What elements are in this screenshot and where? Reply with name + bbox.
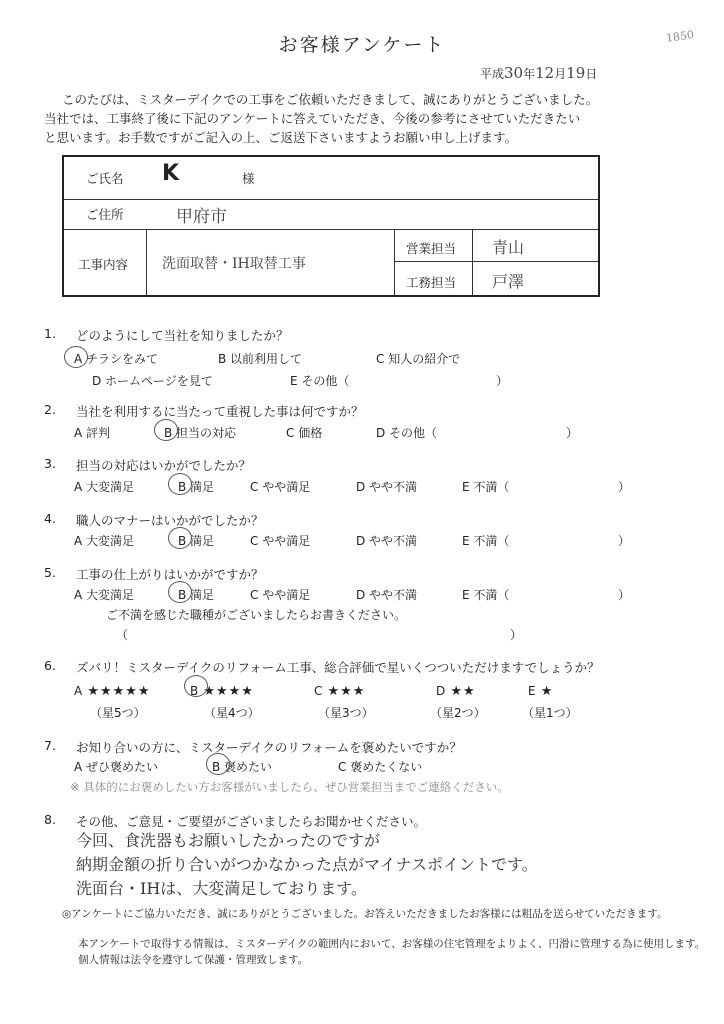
date-year: 30 — [504, 64, 524, 82]
q6-option-a-letter: A — [74, 684, 83, 698]
footer-thanks: ◎アンケートにご協力いただき、誠にありがとうございました。お答えいただきましたお客様には粗品を送らせていただきます。 — [62, 908, 668, 920]
q4-number: 4. — [44, 511, 56, 526]
survey-date: 平成30年12月19日 — [480, 64, 598, 82]
date-day: 19 — [566, 64, 586, 82]
q1-option-b[interactable]: B 以前利用して — [218, 352, 303, 366]
handwritten-corner-note: 1850 — [665, 28, 695, 45]
customer-info-table — [62, 155, 600, 297]
q3-option-b[interactable]: B 満足 — [178, 480, 215, 494]
intro-line-3: と思います。お手数ですがご記入の上、ご返送下さいますようお願い申し上げます。 — [44, 130, 518, 145]
intro-line-2: 当社では、工事終了後に下記のアンケートに答えていただき、今後の参考にさせていただきたい — [44, 111, 581, 126]
q3-text: 担当の対応はいかがでしたか？ — [76, 458, 252, 473]
q6-option-e-letter: E — [528, 684, 536, 698]
table-divider — [394, 229, 395, 295]
q6-option-c-stars: ★★★ — [327, 684, 366, 699]
q6-option-b-caption: （星4つ） — [204, 706, 260, 720]
q2-option-d-close: ） — [566, 426, 579, 440]
intro-line-1: このたびは、ミスターデイクでの工事をご依頼いただきまして、誠にありがとうございました。 — [62, 92, 599, 107]
q5-option-e-close: ） — [618, 588, 631, 602]
address-value: 甲府市 — [176, 207, 227, 227]
q4-option-b[interactable]: B 満足 — [178, 534, 215, 548]
construction-label: 工務担当 — [406, 275, 457, 290]
q4-option-d[interactable]: D やや不満 — [356, 534, 418, 548]
table-divider — [64, 199, 598, 200]
q4-answer-circle — [168, 527, 192, 549]
q6-option-b-stars: ★★★★ — [203, 684, 254, 699]
q2-option-c[interactable]: C 価格 — [286, 426, 323, 440]
q6-answer-circle — [184, 675, 208, 697]
q8-comment-line-3: 洗面台・IHは、大変満足しております。 — [76, 879, 367, 898]
q6-text: ズバリ！ミスターデイクのリフォーム工事、総合評価で星いくつついただけますでしょうか？ — [76, 660, 600, 675]
q5-text: 工事の仕上がりはいかがですか？ — [76, 567, 264, 582]
q7-answer-circle — [206, 753, 230, 775]
q1-option-e[interactable]: E その他（ — [290, 374, 350, 388]
q6-option-d-stars: ★★ — [450, 684, 476, 699]
work-label: 工事内容 — [78, 257, 129, 272]
q6-option-a[interactable] — [74, 680, 151, 699]
work-value: 洗面取替・IH取替工事 — [162, 256, 306, 272]
q3-number: 3. — [44, 456, 56, 471]
q3-option-a[interactable]: A 大変満足 — [74, 480, 135, 494]
q5-sub-open-paren: （ — [116, 628, 129, 642]
q6-option-d-letter: D — [436, 684, 446, 698]
q6-option-c[interactable] — [314, 680, 365, 699]
q3-option-e-close: ） — [618, 480, 631, 494]
q5-option-c[interactable]: C やや満足 — [250, 588, 311, 602]
q5-option-e[interactable]: E 不満（ — [462, 588, 510, 602]
date-era: 平成 — [480, 67, 505, 81]
q6-option-d[interactable] — [436, 680, 476, 699]
q8-comment-line-2: 納期金額の折り合いがつかなかった点がマイナスポイントです。 — [76, 855, 538, 874]
q7-number: 7. — [44, 738, 56, 753]
q3-option-d[interactable]: D やや不満 — [356, 480, 418, 494]
sales-label: 営業担当 — [406, 241, 457, 256]
construction-value: 戸澤 — [492, 272, 525, 291]
q1-option-d[interactable]: D ホームページを見て — [92, 374, 213, 388]
q1-text: どのようにして当社を知りましたか？ — [76, 328, 289, 343]
address-label: ご住所 — [86, 207, 124, 222]
q6-option-e[interactable] — [528, 680, 553, 699]
q1-option-a[interactable]: A チラシをみて — [74, 352, 159, 366]
q2-option-a[interactable]: A 評判 — [74, 426, 111, 440]
q1-option-c[interactable]: C 知人の紹介で — [376, 352, 461, 366]
q4-option-e-close: ） — [618, 534, 631, 548]
q7-option-c[interactable]: C 褒めたくない — [338, 760, 423, 774]
q5-subquestion: ご不満を感じた職種がございましたらお書きください。 — [106, 608, 407, 622]
q6-option-b-letter: B — [190, 684, 199, 698]
q2-option-d[interactable]: D その他（ — [376, 426, 438, 440]
q2-text: 当社を利用するに当たって重視した事は何ですか？ — [76, 404, 364, 419]
q7-option-a[interactable]: A ぜひ褒めたい — [74, 760, 159, 774]
footer-privacy-2: 個人情報は法令を遵守して保護・管理致します。 — [78, 954, 309, 966]
q6-option-c-letter: C — [314, 684, 323, 698]
q3-option-c[interactable]: C やや満足 — [250, 480, 311, 494]
q5-sub-close-paren: ） — [510, 628, 523, 642]
table-divider — [472, 229, 473, 295]
q5-option-a[interactable]: A 大変満足 — [74, 588, 135, 602]
q8-number: 8. — [44, 812, 56, 827]
q2-answer-circle — [154, 419, 178, 441]
q1-number: 1. — [44, 326, 56, 341]
date-month: 12 — [535, 64, 555, 82]
q7-text: お知り合いの方に、ミスターデイクのリフォームを褒めたいですか？ — [76, 740, 462, 755]
q1-answer-circle — [64, 346, 88, 368]
page-title: お客様アンケート — [278, 34, 446, 56]
q5-option-b[interactable]: B 満足 — [178, 588, 215, 602]
q4-option-a[interactable]: A 大変満足 — [74, 534, 135, 548]
q6-option-d-caption: （星2つ） — [430, 706, 486, 720]
name-label: ご氏名 — [86, 171, 124, 186]
q6-option-a-caption: （星5つ） — [90, 706, 146, 720]
q4-option-c[interactable]: C やや満足 — [250, 534, 311, 548]
q6-option-c-caption: （星3つ） — [318, 706, 374, 720]
q6-option-e-caption: （星1つ） — [522, 706, 578, 720]
q1-option-e-close: ） — [496, 374, 509, 388]
q3-answer-circle — [168, 473, 192, 495]
q5-number: 5. — [44, 565, 56, 580]
q6-option-e-stars: ★ — [540, 684, 554, 699]
q8-text: その他、ご意見・ご要望がございましたらお聞かせください。 — [76, 814, 427, 829]
q4-text: 職人のマナーはいかがでしたか？ — [76, 513, 264, 528]
q8-comment-line-1: 今回、食洗器もお願いしたかったのですが — [76, 831, 381, 850]
q2-number: 2. — [44, 402, 56, 417]
q4-option-e[interactable]: E 不満（ — [462, 534, 510, 548]
table-divider — [146, 229, 147, 295]
q3-option-e[interactable]: E 不満（ — [462, 480, 510, 494]
table-divider — [64, 229, 598, 230]
table-divider — [394, 261, 598, 262]
q6-option-a-stars: ★★★★★ — [87, 684, 151, 699]
name-suffix: 様 — [242, 171, 255, 186]
q7-option-b[interactable]: B 褒めたい — [212, 760, 273, 774]
sales-value: 青山 — [492, 238, 525, 257]
footer-privacy-1: 本アンケートで取得する情報は、ミスターデイクの範囲内において、お客様の住宅管理をよりよく、円滑に管理する為に使用します。 — [78, 938, 706, 950]
q5-option-d[interactable]: D やや不満 — [356, 588, 418, 602]
q5-answer-circle — [168, 581, 192, 603]
name-value: K — [162, 161, 180, 186]
q6-number: 6. — [44, 658, 56, 673]
q7-note: ※ 具体的にお褒めしたい方お客様がいましたら、ぜひ営業担当までご連絡ください。 — [70, 780, 509, 794]
q2-option-b[interactable]: B 担当の対応 — [164, 426, 237, 440]
